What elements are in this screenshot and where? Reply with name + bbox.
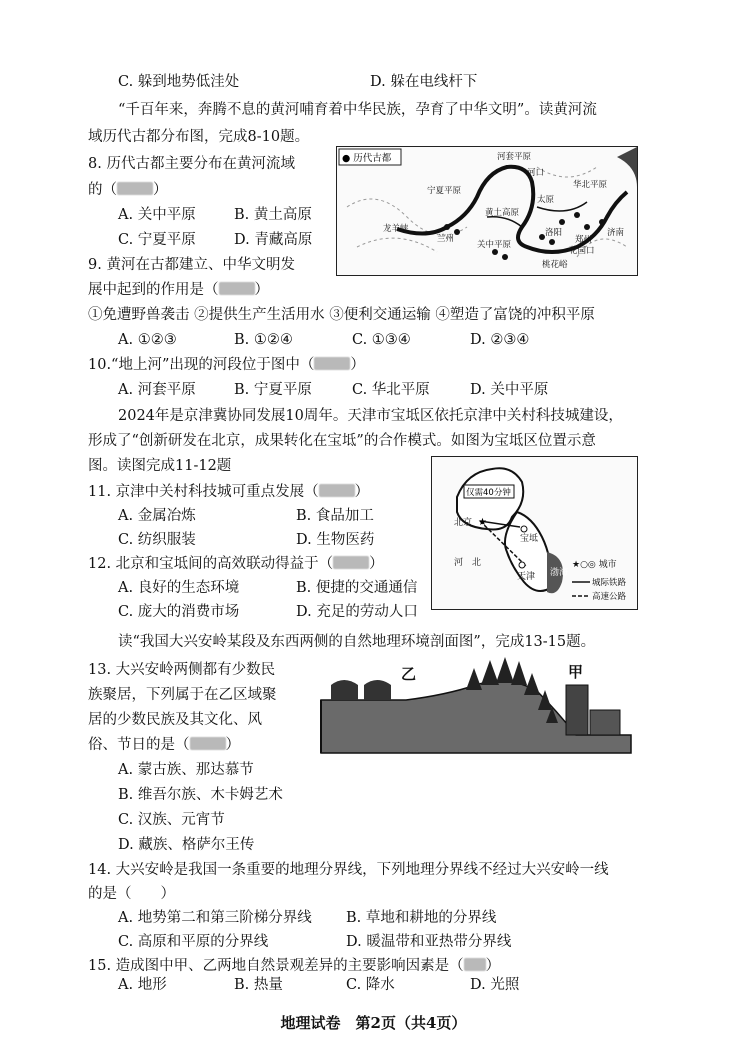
q13-stem-line4	[88, 735, 240, 755]
profile-svg	[316, 655, 636, 755]
redacted-blank	[117, 182, 153, 195]
q9-stem-line1: 9. 黄河在古都建立、中华文明发	[88, 257, 295, 273]
baodi-location-map	[431, 456, 638, 610]
q8-option-d: D. 青藏高原	[234, 232, 313, 248]
q8-option-b: B. 黄土高原	[234, 207, 312, 223]
q15-option-d: D. 光照	[470, 977, 520, 993]
tianjin-label: 天津	[517, 572, 536, 582]
redacted-blank	[319, 484, 355, 497]
q11-stem	[88, 482, 369, 502]
q13-stem-text: 俗、节日的是（	[88, 737, 190, 753]
redacted-blank	[219, 282, 255, 295]
legend-road: 高速公路	[592, 592, 627, 602]
q14-option-c: C. 高原和平原的分界线	[118, 934, 269, 950]
redacted-blank	[464, 958, 486, 971]
beijing-label: 北京	[454, 518, 473, 528]
q9-statements: ①免遭野兽袭击 ②提供生产生活用水 ③便利交通运输 ④塑造了富饶的冲积平原	[88, 307, 595, 323]
q11-option-b: B. 食品加工	[296, 508, 374, 524]
q12-stem-close: ）	[369, 556, 384, 572]
page-footer: 地理试卷 第2页（共4页）	[280, 1014, 467, 1032]
intro-11-12-line1: 2024年是京津冀协同发展10周年。天津市宝坻区依托京津中关村科技城建设，	[118, 408, 623, 424]
label-longyangxia: 龙羊峡	[383, 224, 409, 234]
hebei-label-he: 河	[454, 558, 464, 568]
label-luoyang: 洛阳	[545, 228, 563, 238]
intro-13-15: 读“我国大兴安岭某段及东西两侧的自然地理环境剖面图”，完成13-15题。	[118, 634, 596, 650]
q13-stem-close: ）	[225, 737, 240, 753]
q14-stem-line1: 14. 大兴安岭是我国一条重要的地理分界线，下列地理分界线不经过大兴安岭一线	[88, 862, 609, 878]
bohai-label: 渤海	[550, 568, 569, 578]
q9-option-c: C. ①③④	[352, 332, 411, 348]
label-huangtu: 黄土高原	[485, 208, 520, 218]
yellow-river-map-svg	[337, 147, 637, 275]
q8-stem-line1: 8. 历代古都主要分布在黄河流域	[88, 156, 295, 172]
legend-city: ★○◎ 城市	[572, 560, 617, 570]
redacted-blank	[333, 556, 369, 569]
baodi-label: 宝坻	[520, 534, 539, 544]
q13-stem-line2: 族聚居，下列属于在乙区域聚	[88, 687, 277, 703]
q9-stem-close: ）	[254, 282, 269, 298]
q9-option-d: D. ②③④	[470, 332, 530, 348]
q8-stem-line2	[88, 180, 168, 200]
label-lanzhou: 兰州	[437, 234, 455, 244]
q14-stem-line2: 的是（ ）	[88, 886, 175, 902]
label-hetao: 河套平原	[497, 152, 532, 162]
daxinganling-profile	[316, 655, 636, 755]
legend-rail: 城际铁路	[592, 578, 627, 588]
travel-time-label: 仅需40分钟	[466, 488, 511, 498]
label-hekou: 河口	[527, 168, 545, 178]
q11-stem-text: 11. 京津中关村科技城可重点发展（	[88, 484, 319, 500]
label-taiyuan: 太原	[537, 195, 555, 205]
q13-option-a: A. 蒙古族、那达慕节	[118, 762, 254, 778]
q10-stem-close: ）	[350, 357, 365, 373]
q13-stem-line3: 居的少数民族及其文化、风	[88, 712, 262, 728]
q9-stem-line2	[88, 280, 269, 300]
q11-stem-close: ）	[354, 484, 370, 500]
q8-stem-text: 的（	[88, 182, 117, 198]
q7-option-c: C. 躲到地势低洼处	[118, 74, 240, 90]
q12-option-d: D. 充足的劳动人口	[296, 604, 418, 620]
q10-option-d: D. 关中平原	[470, 382, 549, 398]
q9-option-a: A. ①②③	[118, 332, 177, 348]
q13-option-c: C. 汉族、元宵节	[118, 812, 225, 828]
q8-stem-close: ）	[153, 182, 168, 198]
label-ningxia: 宁夏平原	[427, 186, 462, 196]
yellow-river-map	[336, 146, 638, 276]
label-jinan: 济南	[607, 228, 625, 238]
redacted-blank	[314, 357, 350, 370]
q14-option-b: B. 草地和耕地的分界线	[346, 910, 497, 926]
map1-legend: ● 历代古都	[342, 153, 392, 164]
intro-11-12-line2: 形成了“创新研发在北京，成果转化在宝坻”的合作模式。如图为宝坻区位置示意	[88, 433, 596, 449]
q15-stem-close: ）	[485, 958, 501, 974]
q14-option-d: D. 暖温带和亚热带分界线	[346, 934, 512, 950]
q8-option-a: A. 关中平原	[118, 207, 196, 223]
q15-stem	[88, 956, 500, 976]
q10-stem	[88, 355, 365, 375]
intro-11-12-line3: 图。读图完成11-12题	[88, 458, 232, 474]
label-guanzhong: 关中平原	[477, 240, 512, 250]
q7-option-d: D. 躲在电线杆下	[370, 74, 478, 90]
q13-stem-line1: 13. 大兴安岭两侧都有少数民	[88, 662, 276, 678]
q9-option-b: B. ①②④	[234, 332, 293, 348]
hebei-label-bei: 北	[472, 558, 482, 568]
profile-label-yi: 乙	[401, 665, 417, 683]
q10-option-c: C. 华北平原	[352, 382, 430, 398]
q11-option-d: D. 生物医药	[296, 532, 375, 548]
q10-stem-text: 10.“地上河”出现的河段位于图中（	[88, 357, 315, 373]
q15-option-c: C. 降水	[346, 977, 395, 993]
intro-8-10-line1: “千百年来，奔腾不息的黄河哺育着中华民族，孕育了中华文明”。读黄河流	[118, 102, 597, 118]
q15-option-a: A. 地形	[118, 977, 167, 993]
label-taohuayu: 桃花峪	[542, 260, 568, 270]
q8-option-c: C. 宁夏平原	[118, 232, 196, 248]
q10-option-a: A. 河套平原	[118, 382, 196, 398]
intro-8-10-line2: 域历代古都分布图，完成8-10题。	[88, 129, 310, 145]
beijing-star: ★	[478, 517, 487, 528]
q12-stem-text: 12. 北京和宝坻间的高效联动得益于（	[88, 556, 334, 572]
q15-option-b: B. 热量	[234, 977, 283, 993]
label-zhengzhou: 郑州	[575, 235, 593, 245]
q9-stem-text: 展中起到的作用是（	[88, 282, 219, 298]
q14-option-a: A. 地势第二和第三阶梯分界线	[118, 910, 312, 926]
q10-option-b: B. 宁夏平原	[234, 382, 312, 398]
q12-stem	[88, 554, 384, 574]
label-huabei: 华北平原	[573, 180, 608, 190]
q13-option-d: D. 藏族、格萨尔王传	[118, 837, 255, 853]
q15-stem-text: 15. 造成图中甲、乙两地自然景观差异的主要影响因素是（	[88, 958, 464, 974]
redacted-blank	[190, 737, 226, 750]
q11-option-a: A. 金属冶炼	[118, 508, 196, 524]
q12-option-b: B. 便捷的交通通信	[296, 580, 418, 596]
q11-option-c: C. 纺织服装	[118, 532, 196, 548]
label-huayuankou: 花园口	[569, 246, 595, 256]
q12-option-a: A. 良好的生态环境	[118, 580, 240, 596]
q13-option-b: B. 维吾尔族、木卡姆艺术	[118, 787, 283, 803]
baodi-map-svg	[432, 457, 637, 609]
q12-option-c: C. 庞大的消费市场	[118, 604, 240, 620]
profile-label-jia: 甲	[568, 663, 584, 681]
